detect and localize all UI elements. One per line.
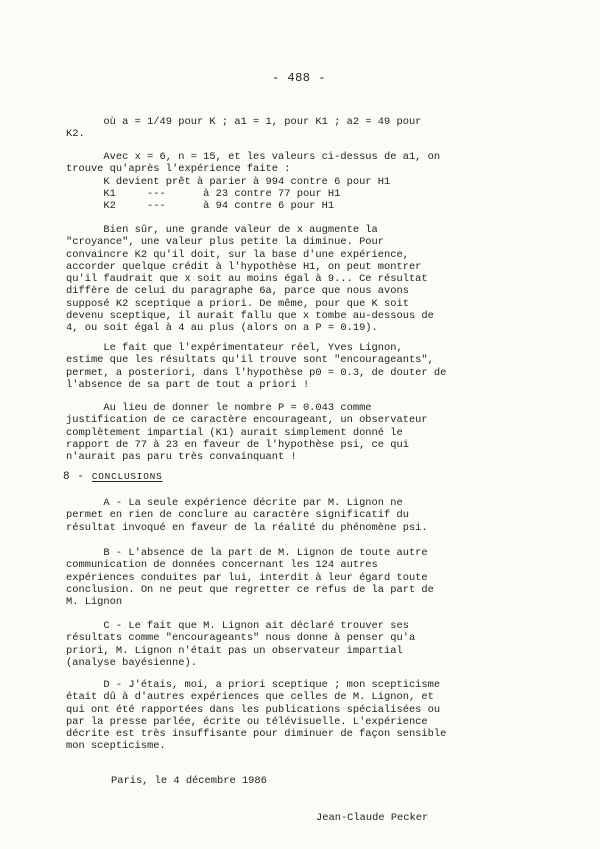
text-line: K devient prêt à parier à 994 contre 6 pour H1 <box>66 175 391 188</box>
signature: Jean-Claude Pecker <box>316 812 429 824</box>
text-line: Bien sûr, une grande valeur de x augmente la <box>66 224 378 236</box>
text-line: D - J'étais, moi, a priori sceptique ; mon scepticisme <box>66 679 441 691</box>
text-line: résultat invoqué en faveur de la réalité du phénomène psi. <box>66 521 428 534</box>
text-line: convaincre K2 qu'il doit, sur la base d'une expérience, <box>66 248 409 261</box>
conclusion-d <box>66 679 526 753</box>
text-line: M. Lignon <box>66 596 123 609</box>
formula-block <box>66 116 526 141</box>
text-line: l'absence de sa part de tout a priori ! <box>66 378 310 391</box>
conclusion-a <box>66 497 526 534</box>
paragraph-2 <box>66 342 526 391</box>
text-line: supposé K2 sceptique a priori. De même, pour que K soit <box>66 297 409 310</box>
text-line: diffère de celui du paragraphe 6a, parce que nous avons <box>66 285 409 298</box>
text-line: priori, M. Lignon n'était pas un observateur impartial <box>66 644 403 657</box>
text-line: Au lieu de donner le nombre P = 0.043 comme <box>66 402 372 414</box>
paragraph-3 <box>66 402 526 463</box>
text-line: 4, ou soit égal à 4 au plus (alors on a P = 0.19). <box>66 322 378 335</box>
text-line: K1 --- à 23 contre 77 pour H1 <box>66 187 341 200</box>
text-line: permet, a posteriori, dans l'hypothèse p0 = 0.3, de douter de <box>66 366 447 379</box>
text-line: (analyse bayésienne). <box>66 656 197 669</box>
text-line: Avec x = 6, n = 15, et les valeurs ci-dessus de a1, on <box>66 151 441 163</box>
text-line: justification de ce caractère encourageant, un observateur <box>66 414 428 427</box>
text-line: n'aurait pas paru très convainquant ! <box>66 451 297 464</box>
dateline: Paris, le 4 décembre 1986 <box>111 775 267 787</box>
text-line: où a = 1/49 pour K ; a1 = 1, pour K1 ; a2 = 49 pour <box>66 116 422 128</box>
page-number: - 488 - <box>272 71 326 85</box>
text-line: résultats comme "encourageants" nous donne à penser qu'a <box>66 632 416 645</box>
section-title: CONCLUSIONS <box>91 471 163 482</box>
text-line: C - Le fait que M. Lignon ait déclaré trouver ses <box>66 620 409 632</box>
text-line: était dû à d'autres expériences que celles de M. Lignon, et <box>66 691 434 704</box>
text-line: A - La seule expérience décrite par M. Lignon ne <box>66 497 403 509</box>
text-line: mon scepticisme. <box>66 740 166 753</box>
text-line: décrite est très insuffisante pour diminuer de façon sensible <box>66 728 447 741</box>
section-heading <box>63 471 163 483</box>
text-line: "croyance", une valeur plus petite la diminue. Pour <box>66 236 385 249</box>
text-line: trouve qu'après l'expérience faite : <box>66 163 291 176</box>
text-line: permet en rien de conclure au caractère significatif du <box>66 509 409 522</box>
paragraph-1 <box>66 224 526 335</box>
text-line: expériences conduites par lui, interdit à leur égard toute <box>66 571 428 584</box>
text-line: qui ont été rapportées dans les publications spécialisées ou <box>66 703 441 716</box>
conclusion-c <box>66 620 526 669</box>
text-line: Le fait que l'expérimentateur réel, Yves Lignon, <box>66 342 403 354</box>
values-block <box>66 151 526 212</box>
conclusion-b <box>66 547 526 608</box>
text-line: rapport de 77 à 23 en faveur de l'hypothèse psi, ce qui <box>66 438 409 451</box>
text-line: estime que les résultats qu'il trouve sont "encourageants", <box>66 354 434 367</box>
text-line: conclusion. On ne peut que regretter ce refus de la part de <box>66 583 434 596</box>
text-line: accorder quelque crédit à l'hypothèse H1, on peut montrer <box>66 260 422 273</box>
text-line: B - L'absence de la part de M. Lignon de toute autre <box>66 547 428 559</box>
text-line: K2 --- à 94 contre 6 pour H1 <box>66 200 335 213</box>
text-line: K2. <box>66 128 85 141</box>
text-line: devenu sceptique, il aurait fallu que x tombe au-dessous de <box>66 310 434 323</box>
text-line: qu'il faudrait que x soit au moins égal à 9... Ce résultat <box>66 273 428 286</box>
section-number: 8 - <box>63 471 92 483</box>
text-line: communication de données concernant les 124 autres <box>66 559 378 572</box>
text-line: complètement impartial (K1) aurait simplement donné le <box>66 426 403 439</box>
text-line: par la presse parlée, écrite ou télévisuelle. L'expérience <box>66 715 428 728</box>
